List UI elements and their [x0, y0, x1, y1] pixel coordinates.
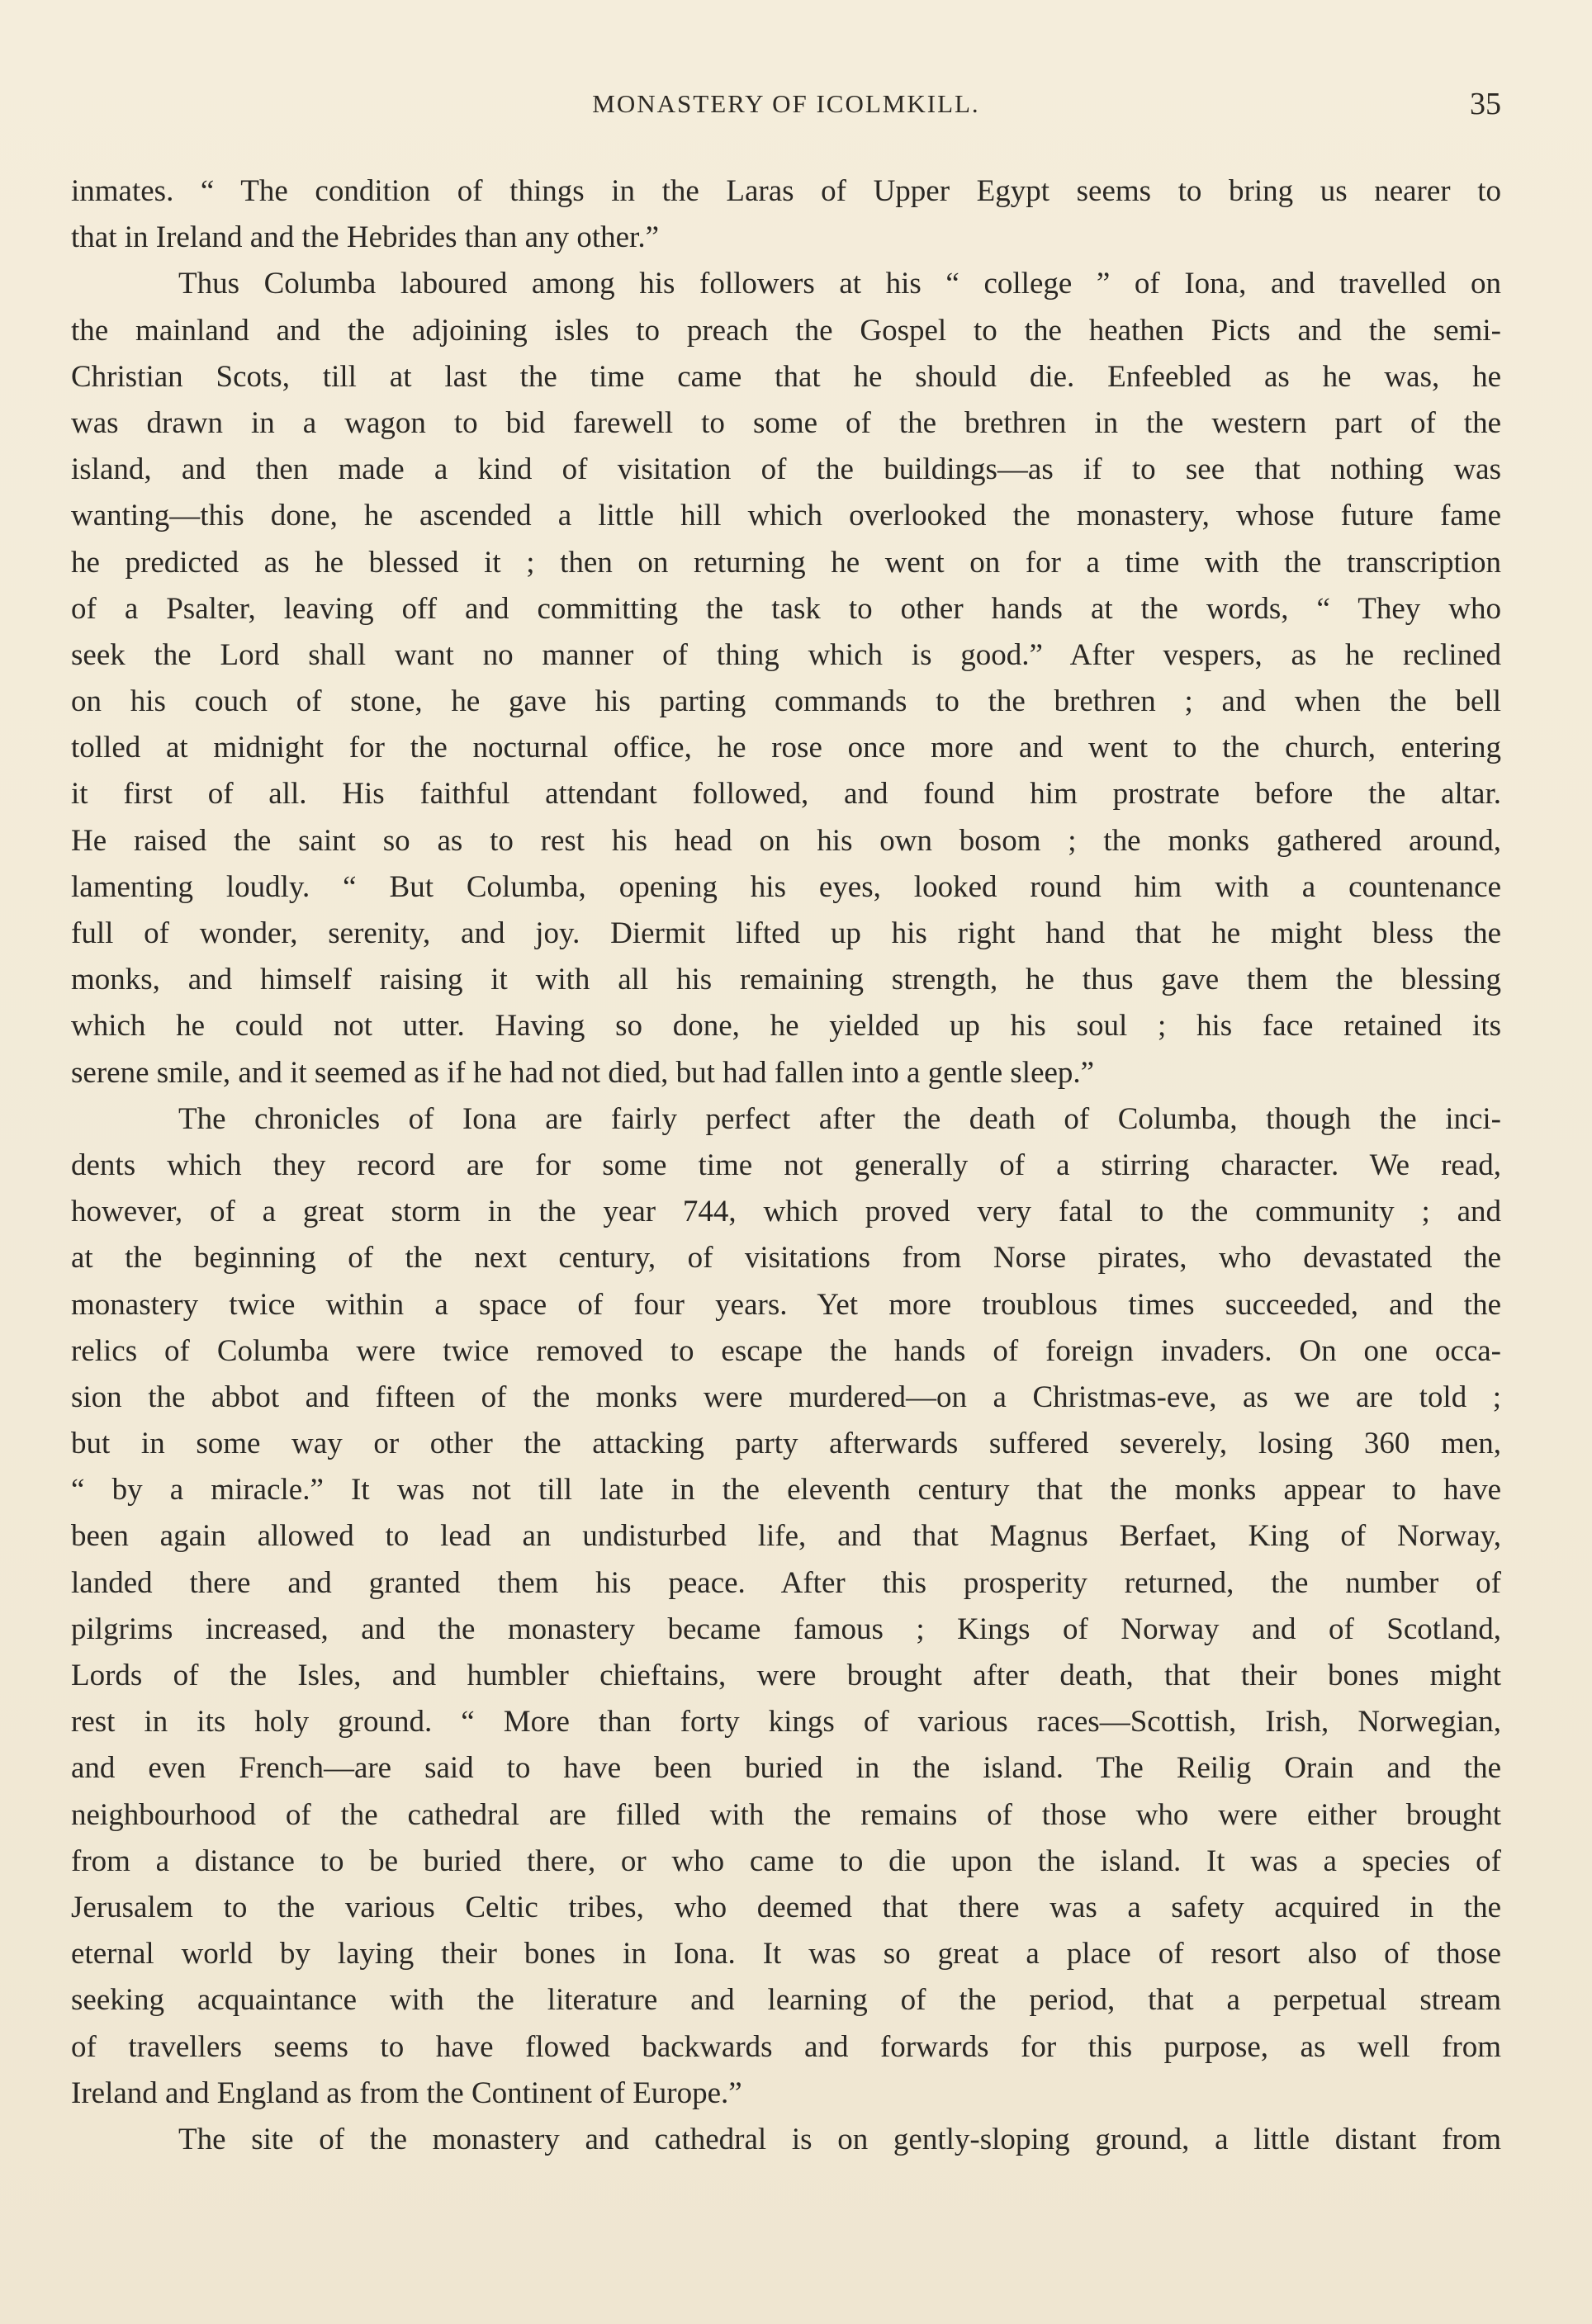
text-line: seek the Lord shall want no manner of thing which is good.” After vespers, as he reclined [71, 637, 1501, 672]
text-line: full of wonder, serenity, and joy. Diermit lifted up his right hand that he might bless the [71, 916, 1501, 950]
text-line: island, and then made a kind of visitation of the buildings—as if to see that nothing was [71, 452, 1501, 487]
text-line: he predicted as he blessed it ; then on returning he went on for a time with the transcription [71, 545, 1501, 580]
text-line: of travellers seems to have flowed backwards and forwards for this purpose, as well from [71, 2029, 1501, 2064]
text-line: tolled at midnight for the nocturnal office, he rose once more and went to the church, entering [71, 731, 1501, 765]
text-line: eternal world by laying their bones in Iona. It was so great a place of resort also of those [71, 1937, 1501, 1971]
text-line: relics of Columba were twice removed to escape the hands of foreign invaders. On one occa- [71, 1333, 1501, 1368]
text-line: at the beginning of the next century, of visitations from Norse pirates, who devastated the [71, 1241, 1501, 1276]
text-line: Lords of the Isles, and humbler chieftains, were brought after death, that their bones might [71, 1659, 1501, 1692]
text-line: but in some way or other the attacking party afterwards suffered severely, losing 360 men, [71, 1427, 1501, 1461]
text-line: dents which they record are for some time not generally of a stirring character. We read, [71, 1148, 1501, 1182]
text-line: The chronicles of Iona are fairly perfect after the death of Columba, though the inci- [178, 1101, 1501, 1136]
body-text [71, 168, 1501, 2163]
text-line: rest in its holy ground. “ More than forty kings of various races—Scottish, Irish, Norwegian, [71, 1705, 1501, 1739]
running-title: MONASTERY OF ICOLMKILL. [592, 89, 980, 118]
text-line: The site of the monastery and cathedral is on gently-sloping ground, a little distant from [178, 2122, 1501, 2156]
text-line: sion the abbot and fifteen of the monks were murdered—on a Christmas-eve, as we are told ; [71, 1380, 1501, 1414]
running-head [71, 89, 1501, 129]
text-line: Ireland and England as from the Continent of Europe.” [71, 2076, 742, 2110]
text-line: the mainland and the adjoining isles to preach the Gospel to the heathen Picts and the semi- [71, 313, 1501, 348]
text-line: was drawn in a wagon to bid farewell to some of the brethren in the western part of the [71, 405, 1501, 440]
text-line: which he could not utter. Having so done, he yielded up his soul ; his face retained its [71, 1009, 1501, 1044]
text-line: serene smile, and it seemed as if he had not died, but had fallen into a gentle sleep.” [71, 1055, 1095, 1090]
text-line: landed there and granted them his peace. After this prosperity returned, the number of [71, 1565, 1501, 1600]
text-line: He raised the saint so as to rest his head on his own bosom ; the monks gathered around, [71, 823, 1501, 858]
text-line: “ by a miracle.” It was not till late in the eleventh century that the monks appear to have [71, 1473, 1501, 1508]
text-line: pilgrims increased, and the monastery became famous ; Kings of Norway and of Scotland, [71, 1612, 1501, 1646]
text-line: seeking acquaintance with the literature and learning of the period, that a perpetual stream [71, 1983, 1501, 2018]
text-line: Christian Scots, till at last the time came that he should die. Enfeebled as he was, he [71, 359, 1501, 394]
text-line: Jerusalem to the various Celtic tribes, who deemed that there was a safety acquired in the [71, 1890, 1501, 1924]
text-line: from a distance to be buried there, or who came to die upon the island. It was a species of [71, 1844, 1501, 1878]
text-line: on his couch of stone, he gave his parting commands to the brethren ; and when the bell [71, 684, 1501, 719]
text-line: been again allowed to lead an undisturbed life, and that Magnus Berfaet, King of Norway, [71, 1519, 1501, 1554]
text-line: monks, and himself raising it with all his remaining strength, he thus gave them the blessing [71, 963, 1501, 997]
text-line: lamenting loudly. “ But Columba, opening his eyes, looked round him with a countenance [71, 869, 1501, 904]
text-line: however, of a great storm in the year 744, which proved very fatal to the community ; and [71, 1195, 1501, 1229]
text-line: neighbourhood of the cathedral are filled with the remains of those who were either brought [71, 1797, 1501, 1832]
page-number: 35 [1470, 87, 1501, 121]
text-line: wanting—this done, he ascended a little hill which overlooked the monastery, whose future fame [71, 499, 1501, 533]
text-line: Thus Columba laboured among his followers at his “ college ” of Iona, and travelled on [178, 267, 1501, 301]
text-line: monastery twice within a space of four years. Yet more troublous times succeeded, and the [71, 1287, 1501, 1322]
text-line: it first of all. His faithful attendant followed, and found him prostrate before the altar. [71, 777, 1501, 812]
text-line: of a Psalter, leaving off and committing the task to other hands at the words, “ They who [71, 591, 1501, 626]
text-line: inmates. “ The condition of things in the Laras of Upper Egypt seems to bring us nearer to [71, 174, 1501, 208]
text-line: that in Ireland and the Hebrides than any other.” [71, 220, 659, 255]
text-line: and even French—are said to have been buried in the island. The Reilig Orain and the [71, 1751, 1501, 1786]
